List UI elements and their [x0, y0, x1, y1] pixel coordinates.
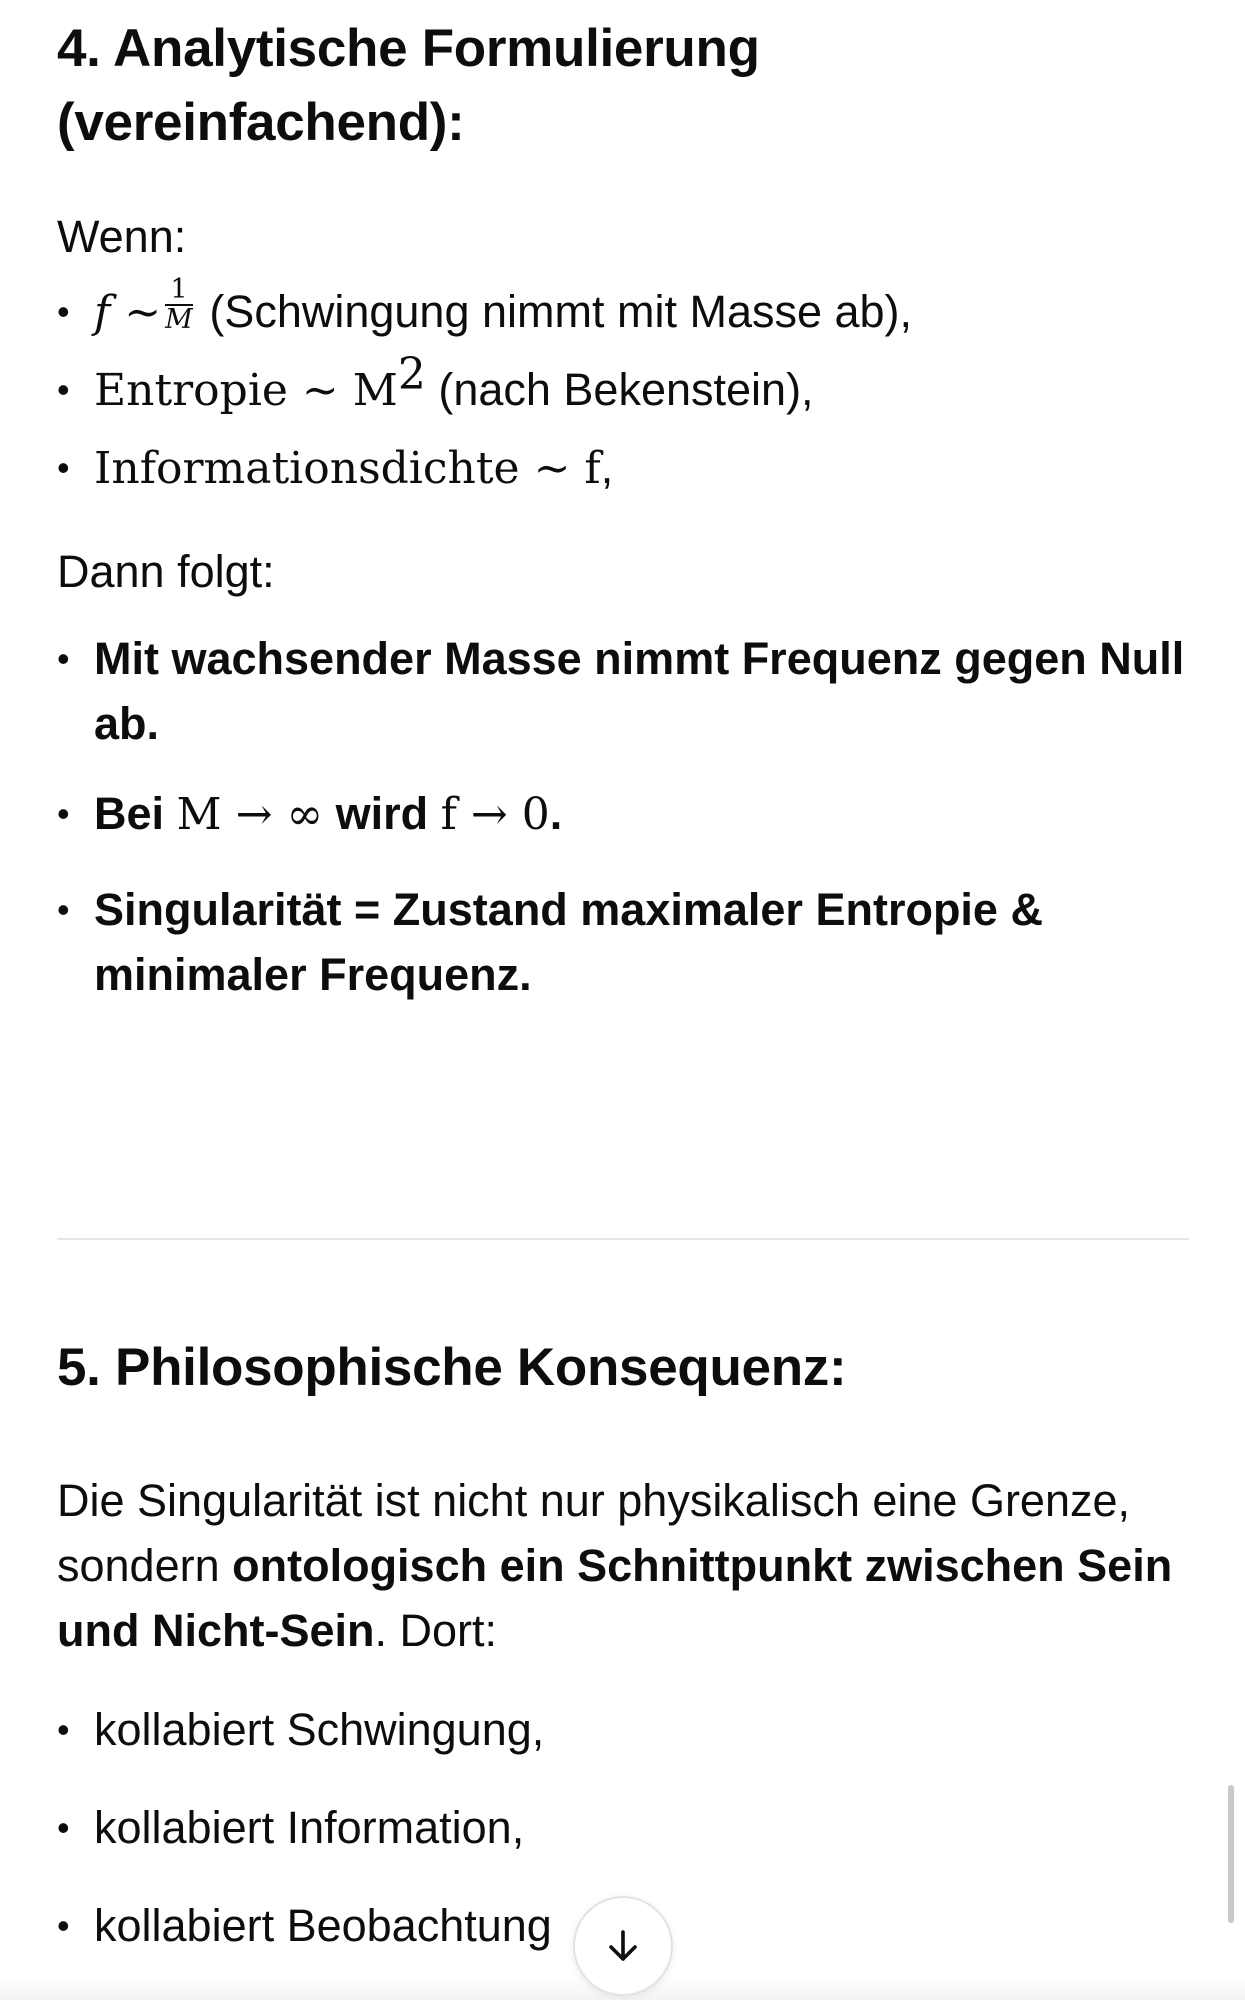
list-item: • Informationsdichte ∼ f, [57, 435, 1189, 501]
scrollbar[interactable] [1228, 1785, 1234, 1923]
list-item: • kollabiert Schwingung, [57, 1697, 1189, 1762]
list-item: • Entropie ∼ $M^2$ (nach Bekenstein), [57, 357, 1189, 423]
arrow-down-icon [603, 1926, 643, 1966]
math-f-tilde: f ∼ [94, 287, 162, 338]
math-entropie: Entropie ∼ M [94, 365, 398, 416]
conditions-list [57, 274, 1189, 501]
message-content [57, 0, 1189, 1951]
section-5-heading: 5. Philosophische Konsequenz: [57, 1338, 847, 1397]
list-item: • Singularität = Zustand maximaler Entropie & minimaler Frequenz. [57, 877, 1189, 1007]
list-item: • Bei M → ∞ wird f → 0. [57, 781, 1189, 847]
math-informationsdichte: Informationsdichte ∼ f [94, 443, 601, 494]
list-item: • kollabiert Beobachtung [57, 1893, 1189, 1958]
math-fraction: $\frac{1}{M}$ [165, 274, 193, 336]
results-list [57, 626, 1189, 1007]
scroll-to-bottom-button[interactable] [573, 1896, 673, 1996]
section-5-paragraph: Die Singularität ist nicht nur physikalisch eine Grenze, sondern ontologisch ein Schnittpunkt zwischen Sein und Nicht-Sein. Dort: [57, 1475, 1173, 1656]
list-item: • kollabiert Information, [57, 1795, 1189, 1860]
conditions-intro: Wenn: [57, 211, 187, 262]
list-item: • f ∼ $\frac{1}{M}$ (Schwingung nimmt mit Masse ab), [57, 279, 1189, 345]
section-4-heading: 4. Analytische Formulierung (vereinfachend): [57, 19, 760, 152]
results-intro: Dann folgt: [57, 546, 275, 597]
list-item: • Mit wachsender Masse nimmt Frequenz gegen Null ab. [57, 626, 1189, 756]
section-divider [57, 1238, 1189, 1240]
